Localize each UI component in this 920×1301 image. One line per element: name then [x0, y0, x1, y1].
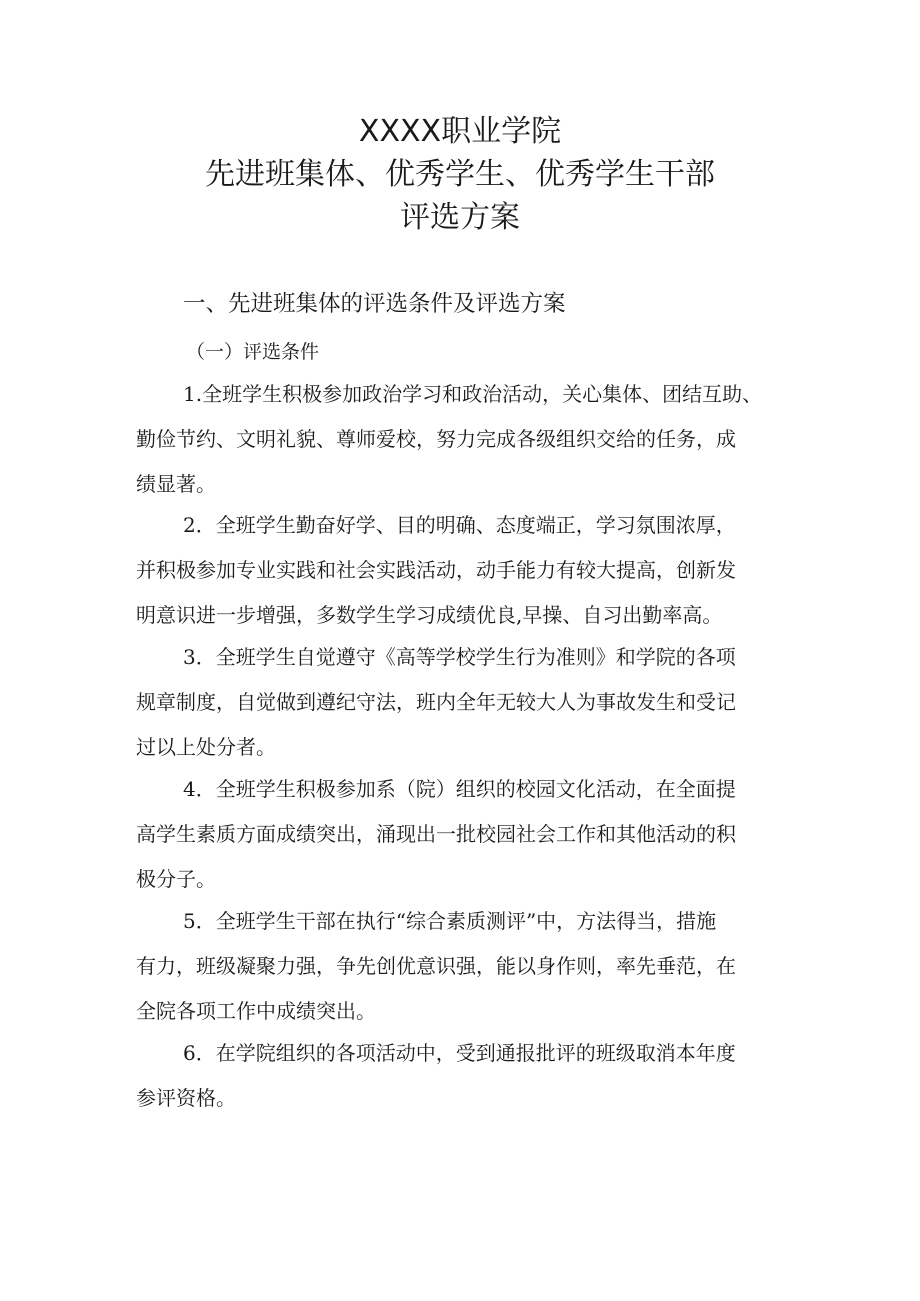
paragraph-condition-5 — [136, 899, 792, 1034]
paragraph-condition-2 — [136, 503, 792, 638]
paragraph-condition-1 — [136, 372, 792, 507]
paragraph-line: 并积极参加专业实践和社会实践活动，动手能力有较大提高，创新发 — [136, 558, 736, 582]
paragraph-line: 绩显著。 — [136, 472, 216, 496]
paragraph-condition-3 — [136, 635, 792, 770]
paragraph-line: 参评资格。 — [136, 1086, 236, 1110]
paragraph-line: 1.全班学生积极参加政治学习和政治活动，关心集体、团结互助、 — [183, 382, 763, 406]
paragraph-line: 明意识进一步增强，多数学生学习成绩优良,早操、自习出勤率高。 — [136, 603, 723, 627]
paragraph-line: 5．全班学生干部在执行“综合素质测评”中，方法得当，措施 — [183, 909, 717, 933]
paragraph-line: 有力，班级凝聚力强，争先创优意识强，能以身作则，率先垂范，在 — [136, 954, 736, 978]
paragraph-line: 高学生素质方面成绩突出，涌现出一批校园社会工作和其他活动的积 — [136, 822, 736, 846]
paragraph-condition-4 — [136, 767, 792, 902]
paragraph-line: 全院各项工作中成绩突出。 — [136, 999, 376, 1023]
paragraph-condition-6 — [136, 1031, 792, 1121]
paragraph-line: 极分子。 — [136, 867, 216, 891]
document-title-line-3: 评选方案 — [400, 200, 520, 235]
paragraph-line: 4．全班学生积极参加系（院）组织的校园文化活动，在全面提 — [183, 777, 736, 801]
document-title-line-2: 先进班集体、优秀学生、优秀学生干部 — [205, 157, 715, 192]
paragraph-line: 过以上处分者。 — [136, 735, 276, 759]
paragraph-line: 2．全班学生勤奋好学、目的明确、态度端正，学习氛围浓厚， — [183, 513, 736, 537]
document-title-line-1: XXXX职业学院 — [358, 114, 562, 149]
paragraph-line: 3．全班学生自觉遵守《高等学校学生行为准则》和学院的各项 — [183, 645, 736, 669]
section-heading: 一、先进班集体的评选条件及评选方案 — [183, 291, 566, 317]
paragraph-line: 勤俭节约、文明礼貌、尊师爱校，努力完成各级组织交给的任务，成 — [136, 427, 736, 451]
subsection-heading: （一）评选条件 — [186, 341, 320, 363]
paragraph-line: 6．在学院组织的各项活动中，受到通报批评的班级取消本年度 — [183, 1041, 736, 1065]
paragraph-line: 规章制度，自觉做到遵纪守法，班内全年无较大人为事故发生和受记 — [136, 690, 736, 714]
